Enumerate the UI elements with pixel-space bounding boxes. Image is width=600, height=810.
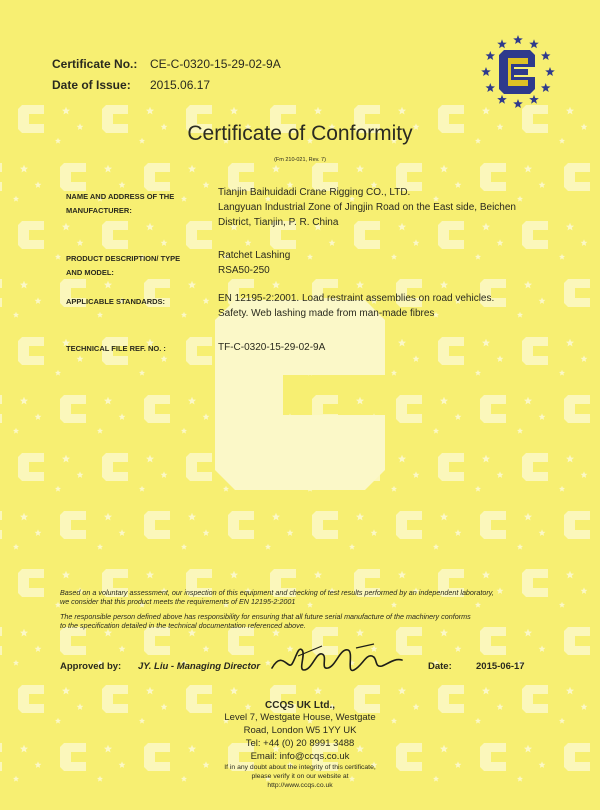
- watermark-e-mark: [522, 453, 548, 481]
- watermark-star: [62, 107, 70, 115]
- watermark-star: [161, 471, 168, 478]
- watermark-star: [139, 370, 145, 376]
- watermark-star: [440, 513, 448, 521]
- watermark-star: [119, 645, 126, 652]
- product-label: PRODUCT DESCRIPTION/ TYPE AND MODEL:: [66, 254, 181, 277]
- watermark-e-mark: [144, 163, 170, 191]
- watermark-star: [35, 413, 42, 420]
- watermark-star: [188, 513, 196, 521]
- watermark-star: [55, 486, 61, 492]
- issuer-email: Email: info@ccqs.co.uk: [250, 751, 350, 762]
- watermark-e-mark: [312, 511, 338, 539]
- manufacturer-label: NAME AND ADDRESS OF THE MANUFACTURER:: [66, 192, 175, 215]
- watermark-star: [203, 529, 210, 536]
- watermark-star: [581, 587, 588, 594]
- approval-date-label: Date:: [428, 661, 452, 672]
- watermark-star: [188, 165, 196, 173]
- approver-name: JY. Liu - Managing Director: [138, 661, 261, 672]
- signature-icon: [262, 640, 412, 680]
- watermark-star: [230, 107, 238, 115]
- issuer-tel: Tel: +44 (0) 20 8991 3488: [245, 738, 355, 749]
- watermark-star: [314, 687, 322, 695]
- watermark-e-mark: [564, 627, 590, 655]
- issuer-address-line2: Road, London W5 1YY UK: [243, 725, 357, 736]
- assessment-statement: Based on a voluntary assessment, our inspection of this equipment and checking of test results performed by an independent laboratory, we consider that this product meets the requirements of EN 12195-2:2001: [60, 588, 494, 606]
- watermark-star: [77, 239, 84, 246]
- watermark-star: [20, 397, 28, 405]
- responsibility-statement: The responsible person defined above has responsibility for ensuring that all future serial manufacture of the machinery conforms to the specification detailed in the technical documentation referenced above.: [60, 612, 471, 630]
- watermark-star: [524, 165, 532, 173]
- watermark-e-mark: [396, 395, 422, 423]
- logo-star-icon: [529, 95, 539, 104]
- watermark-e-mark: [144, 511, 170, 539]
- watermark-star: [35, 645, 42, 652]
- logo-star-icon: [481, 67, 491, 76]
- watermark-star: [20, 281, 28, 289]
- watermark-star: [391, 486, 397, 492]
- watermark-star: [517, 428, 523, 434]
- watermark-star: [35, 181, 42, 188]
- watermark-star: [62, 687, 70, 695]
- watermark-star: [413, 239, 420, 246]
- watermark-e-mark: [0, 163, 2, 191]
- watermark-star: [181, 312, 187, 318]
- watermark-e-mark: [18, 453, 44, 481]
- watermark-star: [62, 223, 70, 231]
- watermark-star: [329, 239, 336, 246]
- logo-star-icon: [545, 67, 555, 76]
- date-of-issue-label: Date of Issue:: [52, 78, 131, 92]
- watermark-star: [539, 413, 546, 420]
- watermark-star: [104, 281, 112, 289]
- logo-star-icon: [497, 95, 507, 104]
- watermark-star: [62, 455, 70, 463]
- watermark-star: [146, 223, 154, 231]
- watermark-star: [181, 428, 187, 434]
- watermark-e-mark: [480, 511, 506, 539]
- watermark-e-mark: [102, 453, 128, 481]
- watermark-star: [272, 513, 280, 521]
- watermark-e-mark: [144, 395, 170, 423]
- watermark-e-mark: [564, 511, 590, 539]
- certificate-number-value: CE-C-0320-15-29-02-9A: [150, 57, 281, 71]
- logo-star-icon: [486, 83, 496, 92]
- watermark-star: [13, 312, 19, 318]
- watermark-star: [139, 486, 145, 492]
- issuer-website-link[interactable]: http://www.ccqs.co.uk: [267, 782, 333, 789]
- logo-star-icon: [541, 51, 551, 60]
- watermark-e-mark: [0, 395, 2, 423]
- watermark-star: [524, 397, 532, 405]
- watermark-star: [517, 544, 523, 550]
- watermark-star: [433, 428, 439, 434]
- watermark-star: [272, 165, 280, 173]
- watermark-star: [119, 181, 126, 188]
- page-title: Certificate of Conformity: [187, 122, 413, 145]
- watermark-star: [119, 529, 126, 536]
- watermark-star: [356, 513, 364, 521]
- watermark-star: [566, 571, 574, 579]
- watermark-star: [581, 471, 588, 478]
- approved-by-label: Approved by:: [60, 661, 122, 672]
- watermark-star: [245, 239, 252, 246]
- watermark-star: [398, 687, 406, 695]
- watermark-star: [97, 544, 103, 550]
- form-reference: (Fm 210-021, Rev. 7): [274, 157, 326, 163]
- watermark-star: [146, 687, 154, 695]
- issuer-address-line1: Level 7, Westgate House, Westgate: [224, 712, 376, 723]
- watermark-e-mark: [60, 627, 86, 655]
- date-of-issue-value: 2015.06.17: [150, 78, 211, 92]
- watermark-star: [413, 471, 420, 478]
- watermark-star: [524, 281, 532, 289]
- watermark-e-mark: [438, 453, 464, 481]
- watermark-star: [97, 312, 103, 318]
- watermark-star: [77, 355, 84, 362]
- watermark-star: [188, 281, 196, 289]
- watermark-star: [146, 107, 154, 115]
- watermark-star: [482, 687, 490, 695]
- watermark-star: [475, 486, 481, 492]
- manufacturer-value: Tianjin Baihuidadi Crane Rigging CO., LTD. Langyuan Industrial Zone of Jingjin Road on the East side, Beichen District, Tianjin, P. R. China: [218, 187, 516, 228]
- watermark-star: [566, 455, 574, 463]
- watermark-star: [581, 239, 588, 246]
- watermark-star: [455, 529, 462, 536]
- watermark-star: [119, 413, 126, 420]
- issuer-company: CCQS UK Ltd.,: [265, 700, 335, 711]
- standards-value: EN 12195-2:2001. Load restraint assemblies on road vehicles. Safety. Web lashing made from man-made fibres: [218, 293, 495, 319]
- watermark-star: [391, 370, 397, 376]
- watermark-star: [146, 571, 154, 579]
- watermark-star: [35, 529, 42, 536]
- watermark-star: [440, 281, 448, 289]
- watermark-star: [440, 397, 448, 405]
- watermark-star: [188, 397, 196, 405]
- watermark-e-mark: [564, 395, 590, 423]
- watermark-star: [20, 513, 28, 521]
- technical-file-label: TECHNICAL FILE REF. NO. :: [66, 344, 166, 353]
- logo-star-icon: [513, 99, 523, 108]
- technical-file-value: TF-C-0320-15-29-02-9A: [218, 342, 326, 353]
- ce-large-emblem-icon: [215, 300, 385, 490]
- watermark-star: [539, 529, 546, 536]
- watermark-star: [497, 239, 504, 246]
- watermark-star: [104, 165, 112, 173]
- watermark-star: [265, 544, 271, 550]
- watermark-star: [161, 239, 168, 246]
- watermark-e-mark: [480, 395, 506, 423]
- watermark-e-mark: [60, 511, 86, 539]
- watermark-star: [287, 529, 294, 536]
- watermark-star: [55, 370, 61, 376]
- logo-star-icon: [513, 35, 523, 44]
- watermark-star: [398, 107, 406, 115]
- watermark-star: [203, 181, 210, 188]
- watermark-e-mark: [18, 569, 44, 597]
- verify-note-line1: If in any doubt about the integrity of this certificate,: [224, 764, 376, 771]
- watermark-star: [356, 281, 364, 289]
- watermark-star: [440, 165, 448, 173]
- watermark-e-mark: [0, 627, 2, 655]
- product-value: Ratchet Lashing RSA50-250: [218, 250, 291, 276]
- watermark-star: [161, 355, 168, 362]
- watermark-star: [524, 513, 532, 521]
- watermark-star: [581, 355, 588, 362]
- watermark-star: [20, 165, 28, 173]
- watermark-star: [371, 529, 378, 536]
- watermark-star: [55, 254, 61, 260]
- watermark-star: [20, 629, 28, 637]
- watermark-star: [230, 687, 238, 695]
- issuer-block: [0, 700, 600, 790]
- watermark-e-mark: [102, 221, 128, 249]
- watermark-star: [455, 413, 462, 420]
- watermark-e-mark: [60, 395, 86, 423]
- logo-star-icon: [486, 51, 496, 60]
- watermark-e-mark: [186, 221, 212, 249]
- watermark-star: [497, 471, 504, 478]
- watermark-e-mark: [480, 627, 506, 655]
- watermark-star: [62, 571, 70, 579]
- watermark-star: [356, 165, 364, 173]
- watermark-star: [475, 370, 481, 376]
- watermark-e-mark: [60, 163, 86, 191]
- watermark-star: [203, 645, 210, 652]
- watermark-star: [13, 544, 19, 550]
- watermark-e-mark: [228, 511, 254, 539]
- standards-label: APPLICABLE STANDARDS:: [66, 297, 166, 306]
- watermark-star: [433, 544, 439, 550]
- watermark-star: [314, 571, 322, 579]
- verify-note-line2: please verify it on our website at: [251, 773, 349, 780]
- watermark-e-mark: [0, 279, 2, 307]
- ce-star-logo-icon: [478, 32, 558, 112]
- watermark-star: [413, 355, 420, 362]
- watermark-star: [497, 355, 504, 362]
- watermark-star: [559, 486, 565, 492]
- watermark-star: [566, 107, 574, 115]
- watermark-star: [455, 645, 462, 652]
- watermark-star: [559, 370, 565, 376]
- watermark-star: [482, 455, 490, 463]
- watermark-star: [482, 571, 490, 579]
- logo-star-icon: [497, 39, 507, 48]
- watermark-e-mark: [186, 453, 212, 481]
- watermark-e-mark: [18, 221, 44, 249]
- certificate-number-label: Certificate No.:: [52, 57, 138, 71]
- watermark-star: [13, 428, 19, 434]
- watermark-star: [539, 645, 546, 652]
- watermark-star: [349, 544, 355, 550]
- watermark-e-mark: [0, 511, 2, 539]
- watermark-e-mark: [228, 627, 254, 655]
- watermark-e-mark: [18, 337, 44, 365]
- watermark-star: [97, 428, 103, 434]
- watermark-star: [35, 297, 42, 304]
- approval-date-value: 2015-06-17: [476, 661, 525, 672]
- watermark-star: [146, 455, 154, 463]
- watermark-star: [203, 413, 210, 420]
- watermark-star: [104, 397, 112, 405]
- logo-star-icon: [529, 39, 539, 48]
- watermark-star: [181, 544, 187, 550]
- watermark-star: [398, 571, 406, 579]
- watermark-star: [566, 687, 574, 695]
- watermark-star: [104, 513, 112, 521]
- watermark-e-mark: [396, 511, 422, 539]
- watermark-star: [13, 660, 19, 666]
- watermark-star: [398, 455, 406, 463]
- watermark-e-mark: [144, 627, 170, 655]
- watermark-star: [314, 107, 322, 115]
- logo-star-icon: [541, 83, 551, 92]
- watermark-star: [272, 281, 280, 289]
- watermark-star: [230, 571, 238, 579]
- watermark-star: [77, 471, 84, 478]
- watermark-star: [13, 196, 19, 202]
